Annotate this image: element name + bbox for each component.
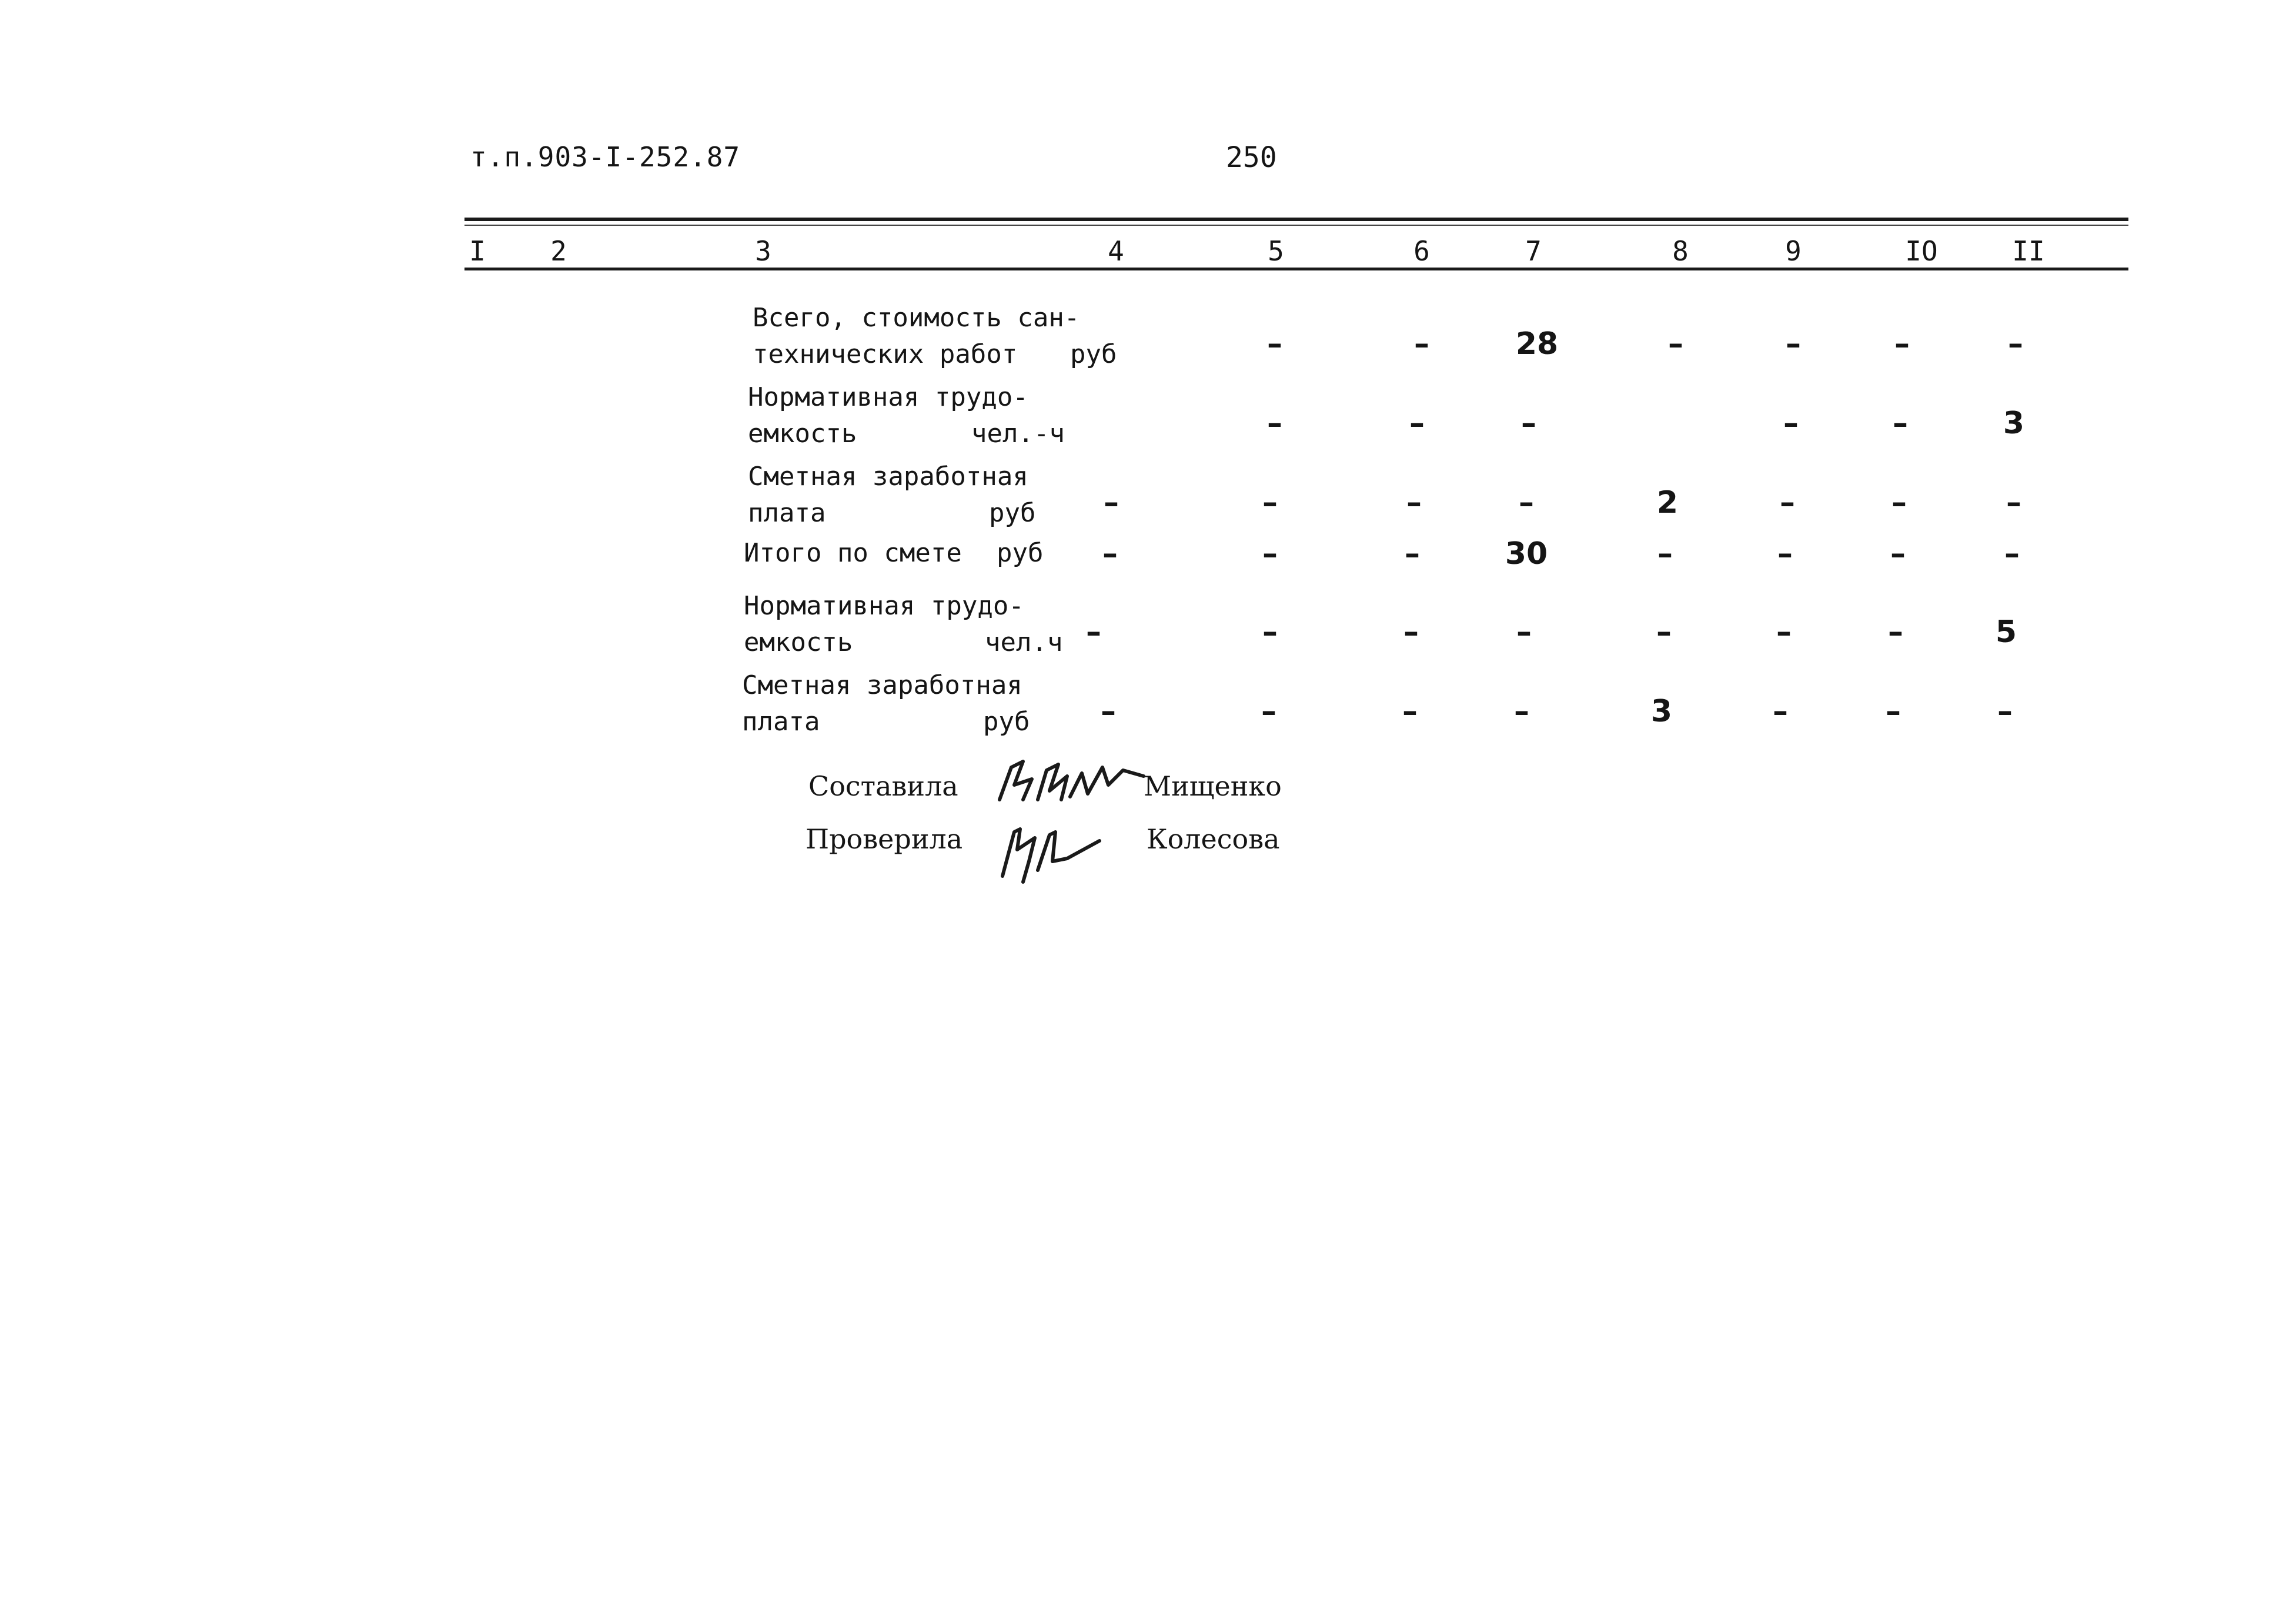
column-number-9: 9 (1785, 235, 1802, 267)
row-value-col6: – (1409, 406, 1425, 441)
row-value-col6: – (1405, 536, 1420, 572)
row-value-col6: – (1402, 694, 1418, 729)
row-value-col6: – (1406, 485, 1422, 520)
row-value-col10: – (1891, 485, 1907, 520)
row-label-line1: Итого по смете (744, 538, 962, 568)
row-label (744, 535, 1044, 572)
row-value-col6: – (1414, 326, 1429, 362)
row-value-col7: 30 (1505, 536, 1548, 572)
row-value-col11: – (2006, 485, 2021, 520)
row-label-line2: технических работ (753, 339, 1018, 369)
row-value-col8: – (1657, 536, 1673, 572)
row-value-col8: 3 (1650, 694, 1673, 729)
row-value-col5: – (1267, 326, 1282, 362)
column-number-7: 7 (1525, 235, 1542, 267)
row-value-col4: – (1086, 614, 1101, 650)
row-value-col7: – (1516, 614, 1532, 650)
compiled-by-label: Составила (808, 770, 958, 802)
row-value-col9: – (1776, 614, 1792, 650)
row-value-col11: – (2004, 536, 2020, 572)
row-label-line2: емкость (748, 419, 857, 449)
row-value-col5: – (1261, 694, 1276, 729)
row-value-col7: – (1519, 485, 1534, 520)
row-value-col9: – (1773, 694, 1788, 729)
row-value-col10: – (1890, 536, 1906, 572)
checked-by-name: Колесова (1147, 823, 1280, 855)
row-label-line2: плата (748, 498, 826, 528)
column-number-3: 3 (755, 235, 771, 267)
row-value-col10: – (1886, 694, 1901, 729)
column-number-1: I (469, 235, 486, 267)
row-label (742, 667, 1030, 740)
row-value-col7: – (1514, 694, 1529, 729)
row-value-col11: – (1997, 694, 2013, 729)
row-value-col9: – (1780, 485, 1795, 520)
row-value-col10: – (1893, 406, 1908, 441)
compiled-by-name: Мищенко (1144, 770, 1282, 802)
column-number-6: 6 (1413, 235, 1430, 267)
row-label-line2: плата (742, 707, 820, 737)
column-number-8: 8 (1672, 235, 1689, 267)
row-label-line1: Нормативная трудо- (744, 591, 1024, 621)
row-value-col11: – (2008, 326, 2023, 362)
row-value-col9: – (1777, 536, 1793, 572)
column-number-5: 5 (1268, 235, 1284, 267)
row-value-col6: – (1403, 614, 1419, 650)
document-code: т.п.903-I-252.87 (470, 141, 741, 173)
row-label (744, 588, 1063, 661)
row-value-col7: 28 (1515, 326, 1559, 362)
row-label (748, 379, 1065, 452)
row-value-col10: – (1888, 614, 1903, 650)
row-value-col8: – (1656, 614, 1672, 650)
column-number-4: 4 (1108, 235, 1124, 267)
row-value-col5: – (1267, 406, 1282, 441)
row-value-col9: – (1786, 326, 1801, 362)
row-value-col7: – (1521, 406, 1536, 441)
row-value-col4: – (1101, 694, 1116, 729)
row-unit: чел.ч (985, 627, 1063, 657)
row-value-col5: – (1262, 485, 1278, 520)
row-value-col8: 2 (1656, 485, 1679, 520)
row-value-col11: 3 (2003, 406, 2025, 441)
checked-by-label: Проверила (806, 823, 963, 855)
row-value-col4: – (1104, 485, 1119, 520)
row-label-line1: Всего, стоимость сан- (753, 303, 1080, 333)
column-number-11: II (2012, 235, 2045, 267)
row-value-col10: – (1894, 326, 1910, 362)
column-number-10: IO (1905, 235, 1938, 267)
row-label-line1: Нормативная трудо- (748, 382, 1028, 412)
row-value-col4: – (1102, 536, 1118, 572)
row-label (753, 300, 1117, 373)
handwritten-signature (988, 744, 1164, 891)
row-label-line1: Сметная заработная (748, 462, 1028, 492)
table-header-rule (464, 268, 2128, 270)
row-label-line1: Сметная заработная (742, 670, 1022, 700)
row-value-col5: – (1262, 536, 1278, 572)
row-label (748, 459, 1036, 532)
row-value-col11: 5 (1995, 614, 2017, 650)
row-label-line2: емкость (744, 627, 853, 657)
table-top-rule (464, 218, 2128, 221)
row-value-col8: – (1668, 326, 1683, 362)
row-unit: руб (1070, 339, 1117, 369)
row-unit: руб (989, 498, 1036, 528)
column-number-2: 2 (550, 235, 567, 267)
page-number: 250 (1226, 141, 1277, 174)
table-top-rule-thin (464, 225, 2128, 226)
row-value-col9: – (1783, 406, 1799, 441)
row-unit: руб (983, 707, 1030, 737)
row-value-col5: – (1262, 614, 1278, 650)
row-unit: чел.-ч (971, 419, 1065, 449)
row-unit: руб (997, 538, 1044, 568)
